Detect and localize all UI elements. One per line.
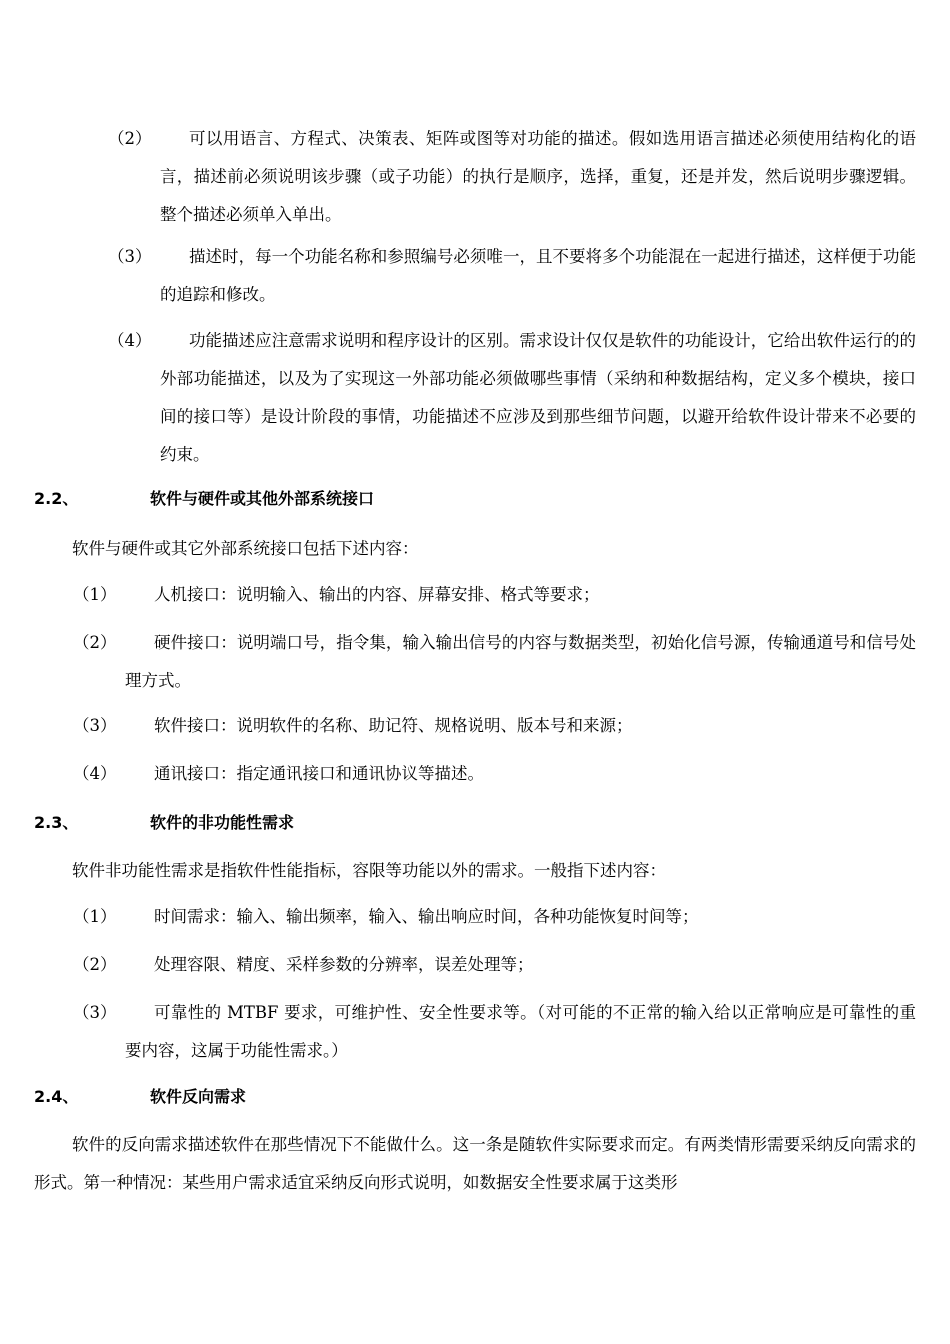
list-item-text: 处理容限、精度、采样参数的分辨率，误差处理等； [154, 955, 534, 974]
section-title: 软件反向需求 [150, 1087, 247, 1106]
list-item-text: 软件接口：说明软件的名称、助记符、规格说明、版本号和来源； [154, 716, 633, 735]
list-item-number: （4） [108, 331, 152, 350]
list-item-text: 可以用语言、方程式、决策表、矩阵或图等对功能的描述。假如选用语言描述必须使用结构化的语言，描述前必须说明该步骤（或子功能）的执行是顺序，选择，重复，还是并发，然后说明步骤逻辑。整个描述必须单入单出。 [160, 129, 916, 224]
list-item-text: 通讯接口：指定通讯接口和通讯协议等描述。 [154, 764, 484, 783]
list-item-text: 功能描述应注意需求说明和程序设计的区别。需求设计仅仅是软件的功能设计，它给出软件运行的的外部功能描述，以及为了实现这一外部功能必须做哪些事情（采纳和种数据结构，定义多个模块，接口间的接口等）是设计阶段的事情，功能描述不应涉及到那些细节问题，以避开给软件设计带来不必要的约束。 [160, 331, 916, 464]
list-item-number: （3） [73, 1003, 117, 1022]
list-item-number: （2） [108, 129, 152, 148]
section-body: 软件的反向需求描述软件在那些情况下不能做什么。这一条是随软件实际要求而定。有两类情形需要采纳反向需求的形式。第一种情况：某些用户需求适宜采纳反向形式说明，如数据安全性要求属于这类形 [34, 1135, 916, 1192]
section-intro: 软件非功能性需求是指软件性能指标，容限等功能以外的需求。一般指下述内容： [72, 861, 666, 880]
list-item-number: （2） [73, 955, 117, 974]
list-item-text: 描述时，每一个功能名称和参照编号必须唯一，且不要将多个功能混在一起进行描述，这样便于功能的追踪和修改。 [160, 247, 916, 304]
section-title: 软件与硬件或其他外部系统接口 [150, 489, 375, 508]
section-title: 软件的非功能性需求 [150, 813, 295, 832]
list-item-number: （3） [108, 247, 152, 266]
list-item-text: 可靠性的 MTBF 要求，可维护性、安全性要求等。（对可能的不正常的输入给以正常响应是可靠性的重要内容，这属于功能性需求。） [125, 1003, 916, 1060]
section-number: 2.3、 [34, 813, 79, 832]
list-item-text: 人机接口：说明输入、输出的内容、屏幕安排、格式等要求； [154, 585, 600, 604]
list-item-text: 硬件接口：说明端口号，指令集，输入输出信号的内容与数据类型，初始化信号源，传输通道号和信号处理方式。 [125, 633, 916, 690]
list-item-number: （1） [73, 907, 117, 926]
list-item-text: 时间需求：输入、输出频率，输入、输出响应时间，各种功能恢复时间等； [154, 907, 699, 926]
list-item-number: （4） [73, 764, 117, 783]
list-item-number: （1） [73, 585, 117, 604]
list-item-number: （3） [73, 716, 117, 735]
list-item-number: （2） [73, 633, 117, 652]
section-number: 2.4、 [34, 1087, 79, 1106]
section-number: 2.2、 [34, 489, 79, 508]
section-intro: 软件与硬件或其它外部系统接口包括下述内容： [72, 539, 419, 558]
